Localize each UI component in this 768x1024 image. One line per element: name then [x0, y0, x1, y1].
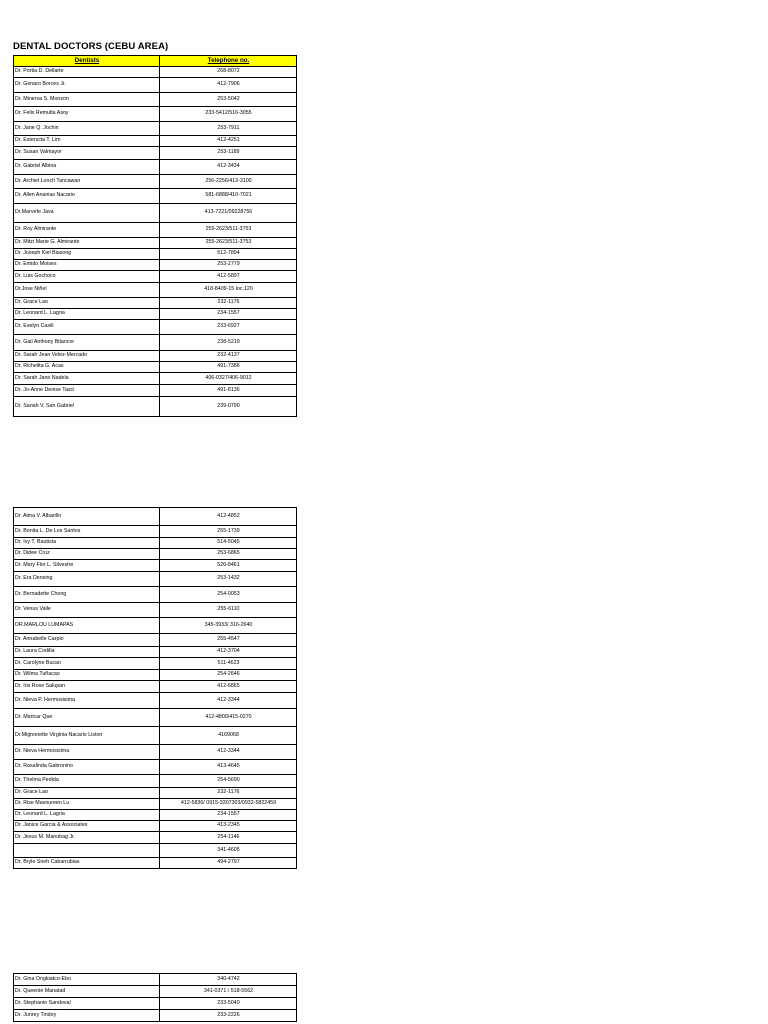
table-row: [14, 587, 297, 603]
dentist-name-cell: Dr. Era Densing: [14, 572, 160, 587]
telephone-cell: 341-0371 / 518-5562: [160, 986, 297, 998]
telephone-cell: 520-8461: [160, 560, 297, 572]
dentist-name-cell: Dr. Genaro Borces Jr.: [14, 78, 160, 93]
telephone-cell: 238-5219: [160, 335, 297, 351]
table-2-body: [14, 508, 297, 869]
telephone-cell: 418-8409-15 loc.120: [160, 283, 297, 298]
dentist-name-cell: Dr.Mignonette Virginia Nacario Liston: [14, 727, 160, 745]
table-row: [14, 549, 297, 560]
dentist-name-cell: Dr. Felix Remulta Asoy: [14, 107, 160, 122]
telephone-cell: 255-2623/511-3753: [160, 223, 297, 238]
dentist-name-cell: Dr. Nieva Hermosisima: [14, 745, 160, 760]
dentist-name-cell: Dr. Sarah Jane Nadela: [14, 373, 160, 385]
dentist-name-cell: Dr. Allen Ananias Nacario: [14, 189, 160, 204]
dentist-name-cell: Dr. Laura Codilla: [14, 647, 160, 658]
telephone-cell: 239-0790: [160, 397, 297, 417]
telephone-cell: 412-4800/415-0270: [160, 709, 297, 727]
header-row: [14, 56, 297, 67]
telephone-cell: 340-4742: [160, 974, 297, 986]
telephone-cell: 413-7221/09228756: [160, 204, 297, 223]
dentist-name-cell: Dr. Roy Almirante: [14, 223, 160, 238]
telephone-cell: 406-0327/406-9012: [160, 373, 297, 385]
telephone-cell: 234-1557: [160, 309, 297, 320]
table-row: [14, 788, 297, 799]
dentist-name-cell: Dr. Leonard L. Lagria: [14, 810, 160, 821]
dentist-name-cell: Dr. Gina Ongkiatco-Ebo: [14, 974, 160, 986]
telephone-cell: 491-8136: [160, 385, 297, 397]
telephone-cell: 581-6888/410-7021: [160, 189, 297, 204]
dentist-name-cell: Dr. Nieva P. Hermosisima: [14, 693, 160, 709]
table-row: [14, 634, 297, 647]
dentist-table-2: [13, 507, 297, 869]
telephone-cell: Telephone no.: [160, 56, 297, 67]
table-row: [14, 618, 297, 634]
telephone-cell: 254-1146: [160, 832, 297, 844]
dentist-name-cell: Dr. Bernadette Chong: [14, 587, 160, 603]
table-row: [14, 189, 297, 204]
table-row: [14, 204, 297, 223]
table-row: [14, 745, 297, 760]
dentist-name-cell: Dr. Leonard L. Lagria: [14, 309, 160, 320]
table-row: [14, 335, 297, 351]
telephone-cell: 268-8072: [160, 67, 297, 78]
dentist-name-cell: Dr. Venus Valle: [14, 603, 160, 618]
dentist-name-cell: Dr. Evelyn Casili: [14, 320, 160, 335]
dentist-name-cell: Dr. Iris Rose Salupan: [14, 681, 160, 693]
telephone-cell: 412-5836/ 0915-3307303/0932-5822459: [160, 799, 297, 810]
table-row: [14, 603, 297, 618]
dentist-name-cell: Dr. Sarah Jean Velez-Mercado: [14, 351, 160, 362]
telephone-cell: 412-4251: [160, 136, 297, 147]
table-row: [14, 93, 297, 107]
telephone-cell: 413-2345: [160, 821, 297, 832]
table-row: [14, 727, 297, 745]
table-1-body: [14, 56, 297, 417]
table-row: [14, 658, 297, 670]
table-row: [14, 249, 297, 260]
dentist-name-cell: Dr. Grace Lao: [14, 788, 160, 799]
telephone-cell: 254-0053: [160, 587, 297, 603]
table-row: [14, 1010, 297, 1022]
telephone-cell: 253-5042: [160, 93, 297, 107]
telephone-cell: 233-5040: [160, 998, 297, 1010]
telephone-cell: 255-4547: [160, 634, 297, 647]
table-row: [14, 508, 297, 526]
telephone-cell: 255-1739: [160, 526, 297, 538]
dentist-name-cell: Dr. Queenie Manatad: [14, 986, 160, 998]
dentist-name-cell: Dr. Jesus M. Manubag Jr.: [14, 832, 160, 844]
table-row: [14, 283, 297, 298]
dentist-name-cell: Dr. Rise Mavoureen Lu: [14, 799, 160, 810]
dentist-name-cell: Dr. Didee Cruz: [14, 549, 160, 560]
telephone-cell: 253-6865: [160, 549, 297, 560]
telephone-cell: 256-2256/413-3100: [160, 175, 297, 189]
dentist-table-3: [13, 973, 297, 1022]
table-row: [14, 298, 297, 309]
table-row: [14, 136, 297, 147]
table-row: [14, 147, 297, 160]
telephone-cell: 233-5412/516-3055: [160, 107, 297, 122]
table-row: [14, 775, 297, 788]
dentist-name-cell: Dr. Joseph Kiel Biasong: [14, 249, 160, 260]
telephone-cell: 412-4852: [160, 508, 297, 526]
table-row: [14, 647, 297, 658]
telephone-cell: 341-4605: [160, 844, 297, 858]
dentist-name-cell: Dr. Archiel Lunch Tancawan: [14, 175, 160, 189]
telephone-cell: 232-1176: [160, 298, 297, 309]
dentist-name-cell: Dr. Jane Q. Jochin: [14, 122, 160, 136]
table-3-body: [14, 974, 297, 1022]
telephone-cell: 253-1189: [160, 147, 297, 160]
telephone-cell: 232-4137: [160, 351, 297, 362]
table-row: [14, 572, 297, 587]
dentist-name-cell: Dr. Ivy T. Bautista: [14, 538, 160, 549]
table-row: [14, 560, 297, 572]
table-row: [14, 260, 297, 271]
table-row: [14, 107, 297, 122]
table-row: [14, 693, 297, 709]
dentist-name-cell: Dr. Portia D. Dellarte: [14, 67, 160, 78]
telephone-cell: 255-2623/511-3753: [160, 238, 297, 249]
table-row: [14, 821, 297, 832]
telephone-cell: 511-4623: [160, 658, 297, 670]
table-row: [14, 238, 297, 249]
dentist-name-cell: Dr. Mitzi Marie G. Almirante: [14, 238, 160, 249]
dentist-name-cell: Dr. Bryle Sneh Cabarrubias: [14, 858, 160, 869]
telephone-cell: 412-3434: [160, 160, 297, 175]
dentist-name-cell: Dr. Minerva S. Monzon: [14, 93, 160, 107]
table-row: [14, 681, 297, 693]
telephone-cell: 233-6927: [160, 320, 297, 335]
telephone-cell: 255-6110: [160, 603, 297, 618]
table-row: [14, 271, 297, 283]
telephone-cell: 412-3704: [160, 647, 297, 658]
telephone-cell: 514-5045: [160, 538, 297, 549]
telephone-cell: 253-2779: [160, 260, 297, 271]
table-row: [14, 320, 297, 335]
telephone-cell: 254-5690: [160, 775, 297, 788]
dentist-name-cell: Dr.Marvefe Java: [14, 204, 160, 223]
telephone-cell: 412-3344: [160, 693, 297, 709]
table-row: [14, 799, 297, 810]
telephone-cell: 253-7911: [160, 122, 297, 136]
telephone-cell: 512-7894: [160, 249, 297, 260]
table-row: [14, 844, 297, 858]
table-row: [14, 526, 297, 538]
telephone-cell: 494-2797: [160, 858, 297, 869]
table-row: [14, 362, 297, 373]
dentist-name-cell: Dr. Stephanie Sandoval: [14, 998, 160, 1010]
sheet-title: DENTAL DOCTORS (CEBU AREA): [13, 41, 169, 52]
telephone-cell: 254-2646: [160, 670, 297, 681]
table-row: [14, 998, 297, 1010]
dentist-name-cell: Dr. Maricar Que: [14, 709, 160, 727]
table-row: [14, 385, 297, 397]
telephone-cell: 413-4645: [160, 760, 297, 775]
dentist-name-cell: Dr. Mary Flor L. Silvestre: [14, 560, 160, 572]
dentist-name-cell: Dr. Estencita T. Lim: [14, 136, 160, 147]
dentist-name-cell: Dr. Bonita L. De Los Santos: [14, 526, 160, 538]
table-row: [14, 760, 297, 775]
table-row: [14, 309, 297, 320]
dentist-name-cell: Dr. Alma V. Albarillo: [14, 508, 160, 526]
table-row: [14, 986, 297, 998]
table-row: [14, 670, 297, 681]
dentist-name-cell: Dr. Richelita G. Acas: [14, 362, 160, 373]
table-row: [14, 709, 297, 727]
dentist-table-1: [13, 55, 297, 417]
telephone-cell: 412-7906: [160, 78, 297, 93]
table-row: [14, 373, 297, 385]
dentist-name-cell: DR.MARLOU LUMAPAS: [14, 618, 160, 634]
table-row: [14, 122, 297, 136]
telephone-cell: 232-1176: [160, 788, 297, 799]
table-row: [14, 810, 297, 821]
table-row: [14, 858, 297, 869]
table-row: [14, 538, 297, 549]
table-row: [14, 175, 297, 189]
dentist-name-cell: Dr. Gail Anthony Bitancor: [14, 335, 160, 351]
dentist-name-cell: Dr. Sariah V. San Gabriel: [14, 397, 160, 417]
telephone-cell: 4169068: [160, 727, 297, 745]
dentist-name-cell: Dr. Rosalinda Gabronino: [14, 760, 160, 775]
dentist-name-cell: Dr. Susan Valmayor: [14, 147, 160, 160]
dentist-name-cell: Dr. Luis Gochoco: [14, 271, 160, 283]
table-row: [14, 351, 297, 362]
dentist-name-cell: Dr. Gabriel Albina: [14, 160, 160, 175]
telephone-cell: 412-3344: [160, 745, 297, 760]
telephone-cell: 412-6865: [160, 681, 297, 693]
table-row: [14, 832, 297, 844]
table-row: [14, 397, 297, 417]
table-row: [14, 160, 297, 175]
dentist-name-cell: Dr.Jose Niñel: [14, 283, 160, 298]
dentist-name-cell: Dr. Thelma Pedida: [14, 775, 160, 788]
dentist-name-cell: Dr. Grace Lao: [14, 298, 160, 309]
dentist-name-cell: Dr. Wilma Tuñacao: [14, 670, 160, 681]
table-row: [14, 67, 297, 78]
dentist-name-cell: Dr. Jo-Anne Denise Tasci: [14, 385, 160, 397]
dentist-name-cell: Dr. Janice Garcia & Associates: [14, 821, 160, 832]
telephone-cell: 412-5897: [160, 271, 297, 283]
dentist-name-cell: Dr. Annabelle Carpio: [14, 634, 160, 647]
telephone-cell: 491-7386: [160, 362, 297, 373]
dentist-name-cell: [14, 844, 160, 858]
table-row: [14, 223, 297, 238]
telephone-cell: 253-1432: [160, 572, 297, 587]
dentist-name-cell: Dr. Emido Moises: [14, 260, 160, 271]
table-row: [14, 974, 297, 986]
table-row: [14, 78, 297, 93]
telephone-cell: 233-2226: [160, 1010, 297, 1022]
dentist-name-cell: Dentists: [14, 56, 160, 67]
dentist-name-cell: Dr. Carolyne Bucao: [14, 658, 160, 670]
telephone-cell: 234-1557: [160, 810, 297, 821]
dentist-name-cell: Dr. Junrey Tindoy: [14, 1010, 160, 1022]
telephone-cell: 345-3933/ 316-2640: [160, 618, 297, 634]
